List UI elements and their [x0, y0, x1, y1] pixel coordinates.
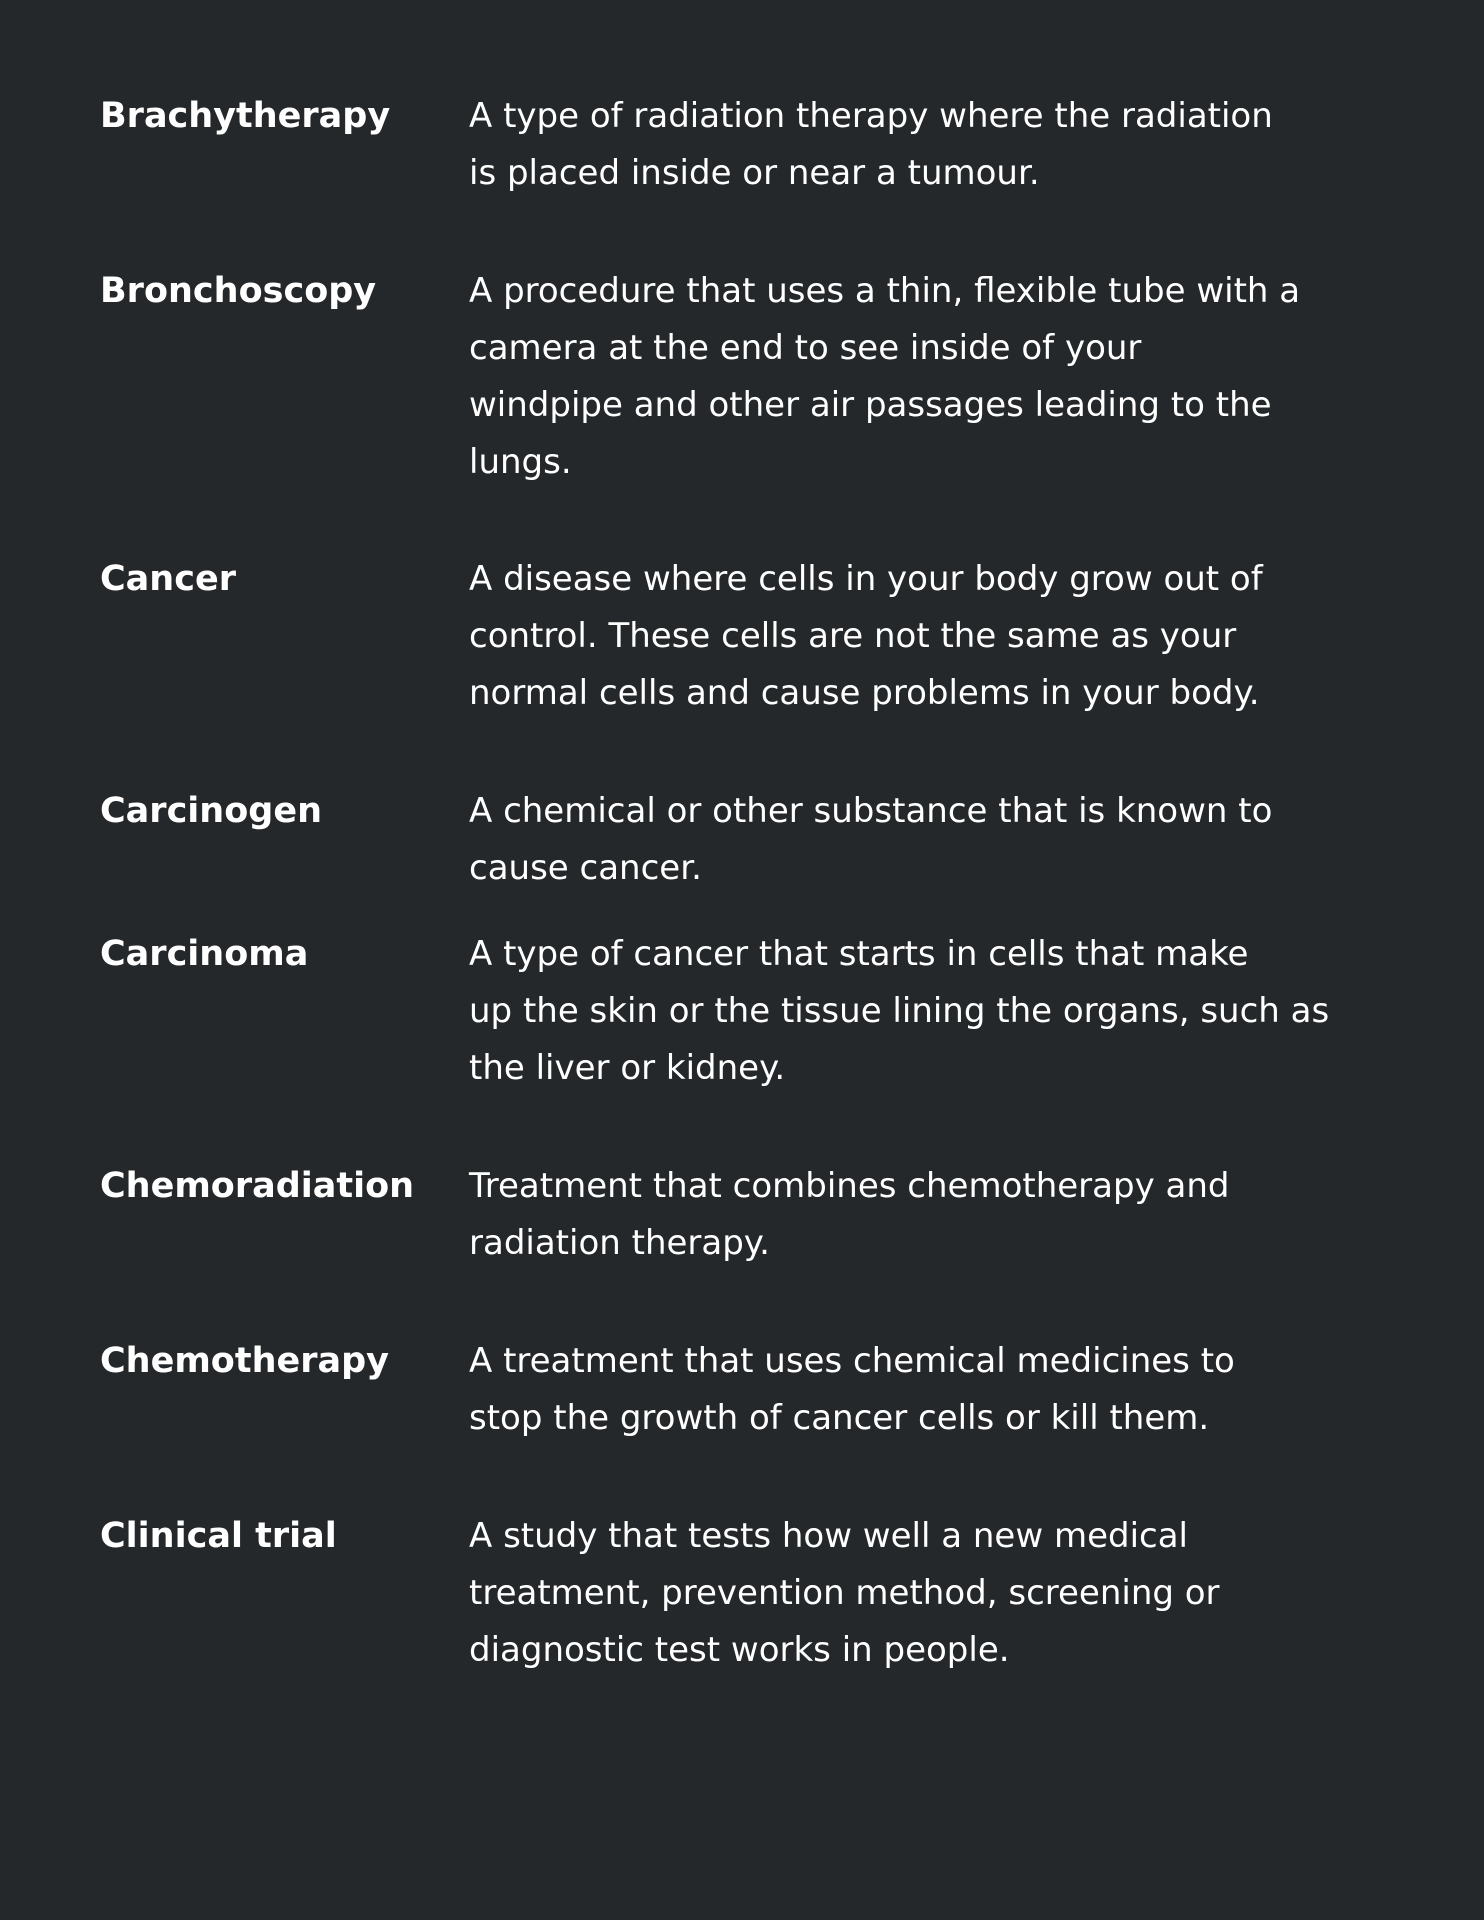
- term-label: Carcinogen: [100, 791, 322, 831]
- definition-text: Treatment that combines chemotherapy and radiation therapy.: [469, 1166, 1230, 1263]
- definition-text: A chemical or other substance that is known to cause cancer.: [469, 791, 1273, 888]
- term-label: Bronchoscopy: [100, 271, 377, 311]
- definition-text: A type of radiation therapy where the radiation is placed inside or near a tumour.: [469, 96, 1273, 193]
- term-label: Cancer: [100, 559, 236, 599]
- definition-text: A procedure that uses a thin, flexible tube with a camera at the end to see inside of your windpipe and other air passages leading to the lungs.: [469, 271, 1301, 482]
- term-label: Brachytherapy: [100, 96, 391, 136]
- term-label: Clinical trial: [100, 1516, 337, 1556]
- definition-text: A treatment that uses chemical medicines to stop the growth of cancer cells or kill them.: [469, 1341, 1235, 1438]
- term-label: Chemotherapy: [100, 1341, 389, 1381]
- definition-text: A type of cancer that starts in cells that make up the skin or the tissue lining the organs, such as the liver or kidney.: [469, 934, 1330, 1088]
- definition-text: A study that tests how well a new medical treatment, prevention method, screening or diagnostic test works in people.: [469, 1516, 1220, 1670]
- term-label: Carcinoma: [100, 934, 309, 974]
- term-label: Chemoradiation: [100, 1166, 415, 1206]
- definition-text: A disease where cells in your body grow out of control. These cells are not the same as your normal cells and cause problems in your body.: [469, 559, 1263, 713]
